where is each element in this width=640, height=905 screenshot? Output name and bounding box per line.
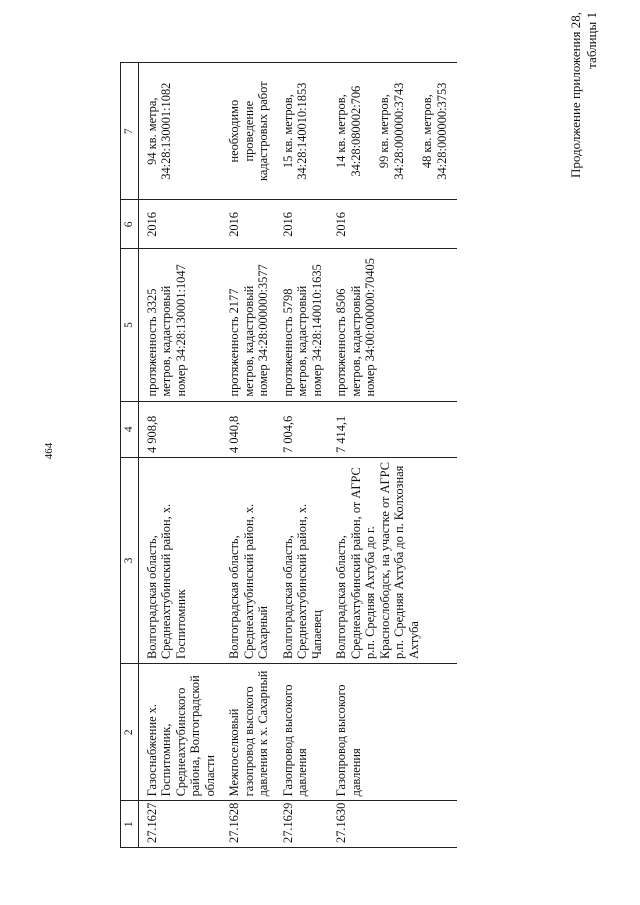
column-header: 2 [121, 664, 139, 801]
object-note [225, 63, 279, 200]
object-year: 2016 [332, 200, 457, 249]
object-description: протяженность 5798 метров, кадастровый номер 34:28:140010:1635 [279, 249, 333, 401]
note-line: необходимо [227, 99, 241, 163]
object-value: 7 414,1 [332, 401, 457, 457]
note-line: 34:28:000000:3743 [391, 82, 406, 180]
note-line: 99 кв. метров, [377, 94, 391, 169]
note-line: 34:28:080002:706 [348, 85, 363, 177]
column-header: 4 [121, 401, 139, 457]
note-line: 94 кв. метра, [144, 97, 159, 165]
note-spacer [363, 67, 377, 195]
data-table [120, 62, 457, 848]
object-name: Межпоселковый газопровод высокого давления к х. Сахарный [225, 664, 279, 801]
table-row [138, 63, 225, 848]
column-header: 7 [121, 63, 139, 200]
column-header: 5 [121, 249, 139, 401]
object-name: Газопровод высокого давления [279, 664, 333, 801]
note-line: 34:28:140010:1853 [295, 82, 309, 180]
row-id: 27.1630 [332, 801, 457, 848]
row-id: 27.1627 [138, 801, 225, 848]
column-header: 6 [121, 200, 139, 249]
object-year: 2016 [138, 200, 225, 249]
object-name: Газоснабжение х. Госпитомник, Среднеахтубинского района, Волгоградской области [138, 664, 225, 801]
note-line: 48 кв. метров, [420, 94, 434, 169]
table-row [225, 63, 279, 848]
object-value: 4 040,8 [225, 401, 279, 457]
column-header: 3 [121, 457, 139, 663]
note-spacer [406, 67, 420, 195]
object-year: 2016 [225, 200, 279, 249]
object-description: протяженность 2177 метров, кадастровый номер 34:28:000000:3577 [225, 249, 279, 401]
object-address: Волгоградская область, Среднеахтубинский район, х. Госпитомник [138, 457, 225, 663]
object-value: 4 908,8 [138, 401, 225, 457]
object-note [138, 63, 225, 200]
object-value: 7 004,6 [279, 401, 333, 457]
table-row [332, 63, 457, 848]
object-note [279, 63, 333, 200]
table-row [279, 63, 333, 848]
row-id: 27.1628 [225, 801, 279, 848]
note-line: 34:28:000000:3753 [434, 82, 449, 180]
caption-line-1: Продолжение приложения 28, [568, 12, 583, 179]
object-address: Волгоградская область, Среднеахтубинский район, х. Чапаевец [279, 457, 333, 663]
object-name: Газопровод высокого давления [332, 664, 457, 801]
column-header: 1 [121, 801, 139, 848]
object-description: протяженность 8506 метров, кадастровый номер 34:00:000000:70405 [332, 249, 457, 401]
note-line: 34:28:130001:1082 [159, 82, 173, 180]
page-number: 464 [43, 442, 55, 460]
note-line: 14 кв. метров, [334, 94, 348, 169]
note-line: кадастровых работ [256, 81, 270, 181]
object-description: протяженность 3325 метров, кадастровый номер 34:28:130001:1047 [138, 249, 225, 401]
note-line: проведение [241, 100, 256, 162]
object-year: 2016 [279, 200, 333, 249]
note-line: 15 кв. метров, [280, 94, 295, 169]
row-id: 27.1629 [279, 801, 333, 848]
caption-line-2: таблицы 1 [584, 12, 599, 69]
header-row [121, 63, 139, 848]
object-address: Волгоградская область, Среднеахтубинский район, от АГРС р.п. Средняя Ахтуба до г. Краснослободск, на участке от АГРС р.п. Средняя Ахтуба до п. Колхозная Ахтуба [332, 457, 457, 663]
object-note [332, 63, 457, 200]
object-address: Волгоградская область, Среднеахтубинский район, х. Сахарный [225, 457, 279, 663]
rotated-table [120, 62, 638, 848]
